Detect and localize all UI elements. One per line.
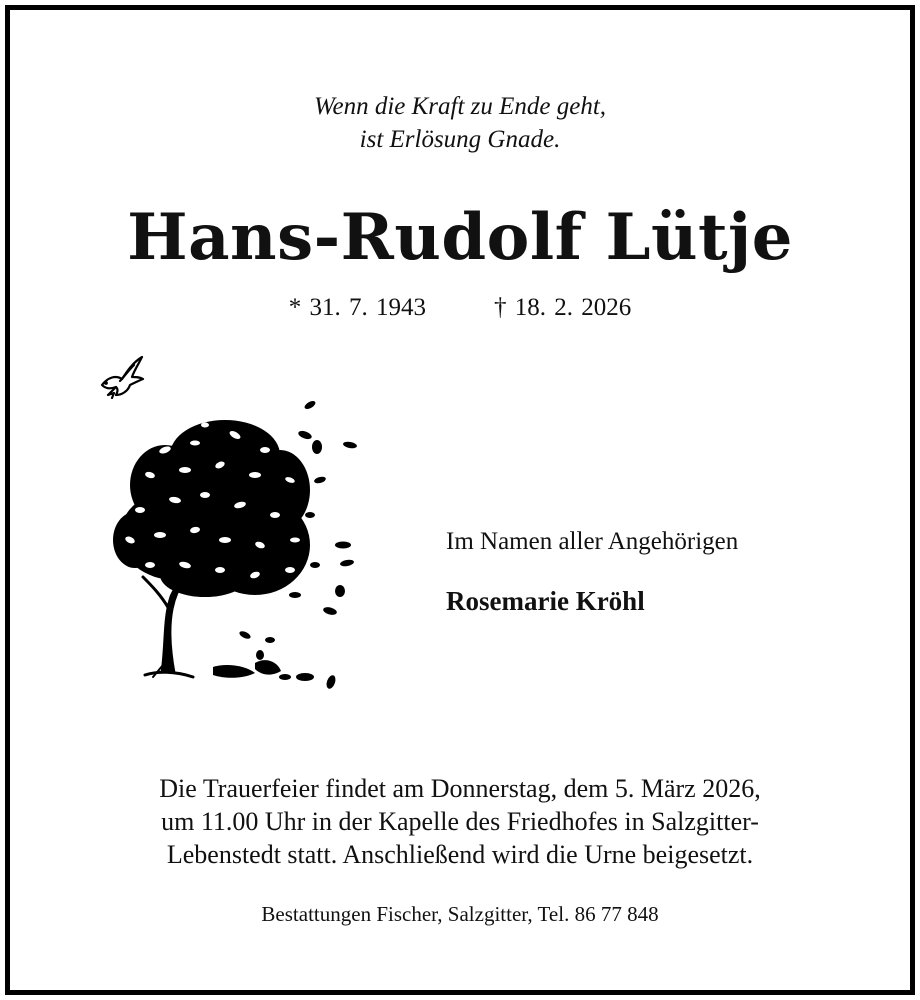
announcement-line-3: Lebenstedt statt. Anschließend wird die Urne beigesetzt. xyxy=(166,840,754,869)
announcement-line-2: um 11.00 Uhr in der Kapelle des Friedhofes in Salzgitter- xyxy=(161,807,759,836)
funeral-home-footer: Bestattungen Fischer, Salzgitter, Tel. 86 77 848 xyxy=(261,902,659,926)
family-intro: Im Namen aller Angehörigen xyxy=(446,528,739,555)
life-dates xyxy=(10,292,910,324)
death-date: † 18. 2. 2026 xyxy=(494,294,632,321)
deceased-name: Hans-Rudolf Lütje xyxy=(127,200,793,275)
dove-icon xyxy=(98,355,146,399)
funeral-announcement xyxy=(10,772,910,871)
family-signature-name: Rosemarie Kröhl xyxy=(446,586,645,616)
announcement-line-1: Die Trauerfeier findet am Donnerstag, dem 5. März 2026, xyxy=(159,774,761,803)
obituary-frame xyxy=(5,5,915,995)
quote-line-1: Wenn die Kraft zu Ende geht, xyxy=(313,93,607,120)
memorial-quote xyxy=(10,90,910,156)
birth-date: * 31. 7. 1943 xyxy=(288,294,426,321)
tree-illustration xyxy=(105,395,375,695)
quote-line-2: ist Erlösung Gnade. xyxy=(359,126,561,153)
